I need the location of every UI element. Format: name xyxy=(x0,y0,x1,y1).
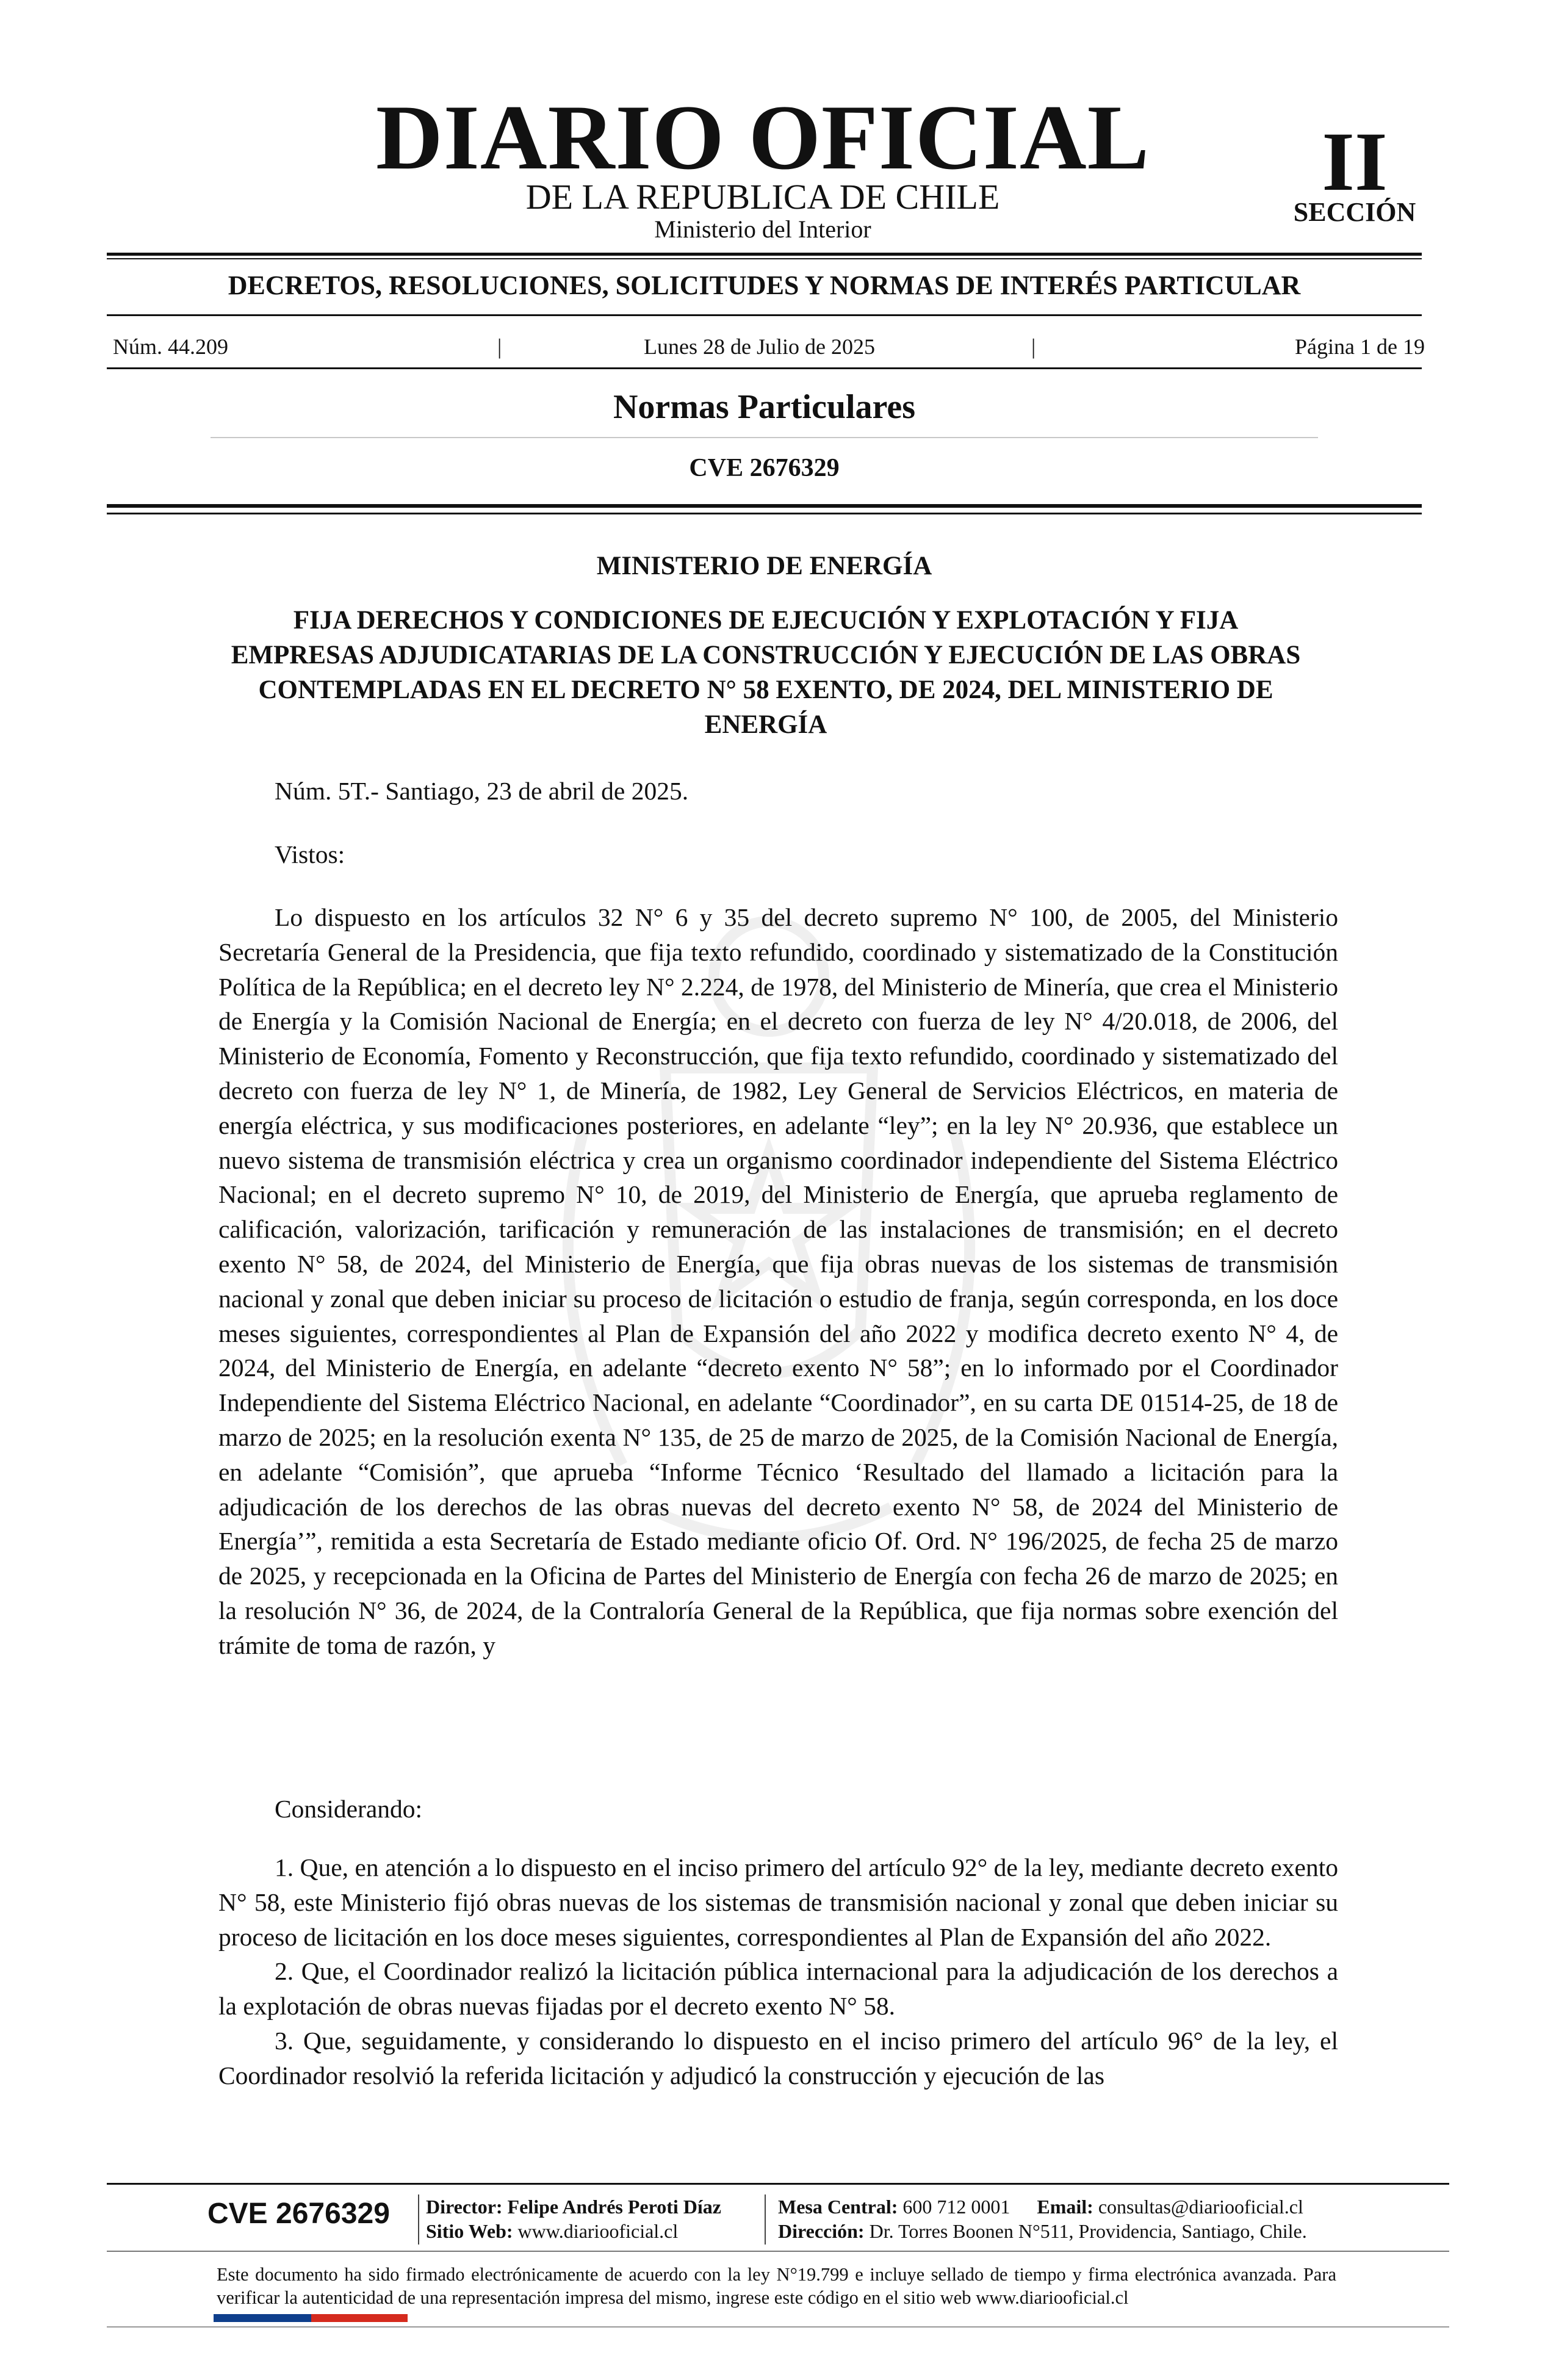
content-divider-thin xyxy=(107,513,1422,514)
vistos-paragraph: Lo dispuesto en los artículos 32 N° 6 y 35 del decreto supremo N° 100, de 2005, del Ministerio Secretaría General de la Presidencia, que fija texto refundido, coordinado y sistematizado de la Constitución Política de la República; en el decreto ley N° 2.224, de 1978, del Ministerio de Minería, que crea el Ministerio de Energía y la Comisión Nacional de Energía; en el decreto con fuerza de ley N° 4/20.018, de 2006, del Ministerio de Economía, Fomento y Reconstrucción, que fija texto refundido, coordinado y sistematizado del decreto con fuerza de ley N° 1, de Minería, de 1982, Ley General de Servicios Eléctricos, en materia de energía eléctrica, y sus modificaciones posteriores, en adelante “ley”; en la ley N° 20.936, que establece un nuevo sistema de transmisión eléctrica y crea un organismo coordinador independiente del Sistema Eléctrico Nacional; en el decreto supremo N° 10, de 2019, del Ministerio de Energía, que aprueba reglamento de calificación, valorización, tarificación y remuneración de las instalaciones de transmisión; en el decreto exento N° 58, de 2024, del Ministerio de Energía, que fija obras nuevas de los sistemas de transmisión nacional y zonal que deben iniciar su proceso de licitación o estudio de franja, según corresponda, en los doce meses siguientes, correspondientes al Plan de Expansión del año 2022 y modifica decreto exento N° 4, de 2024, del Ministerio de Energía, en adelante “decreto exento N° 58”; en lo informado por el Coordinador Independiente del Sistema Eléctrico Nacional, en adelante “Coordinador”, en su carta DE 01514-25, de 18 de marzo de 2025; en la resolución exenta N° 135, de 25 de marzo de 2025, de la Comisión Nacional de Energía, en adelante “Comisión”, que aprueba “Informe Técnico ‘Resultado del llamado a licitación para la adjudicación de los derechos de las obras nuevas del decreto exento N° 58, de 2024 del Ministerio de Energía’”, remitida a esta Secretaría de Estado mediante oficio Of. Ord. N° 196/2025, de fecha 25 de marzo de 2025, y recepcionada en la Oficina de Partes del Ministerio de Energía con fecha 26 de marzo de 2025; en la resolución N° 36, de 2024, de la Contraloría General de la República, que fija normas sobre exención del trámite de toma de razón, y xyxy=(218,903,1338,1659)
director-name: Felipe Andrés Peroti Díaz xyxy=(507,2196,721,2218)
considerando-item: 2. Que, el Coordinador realizó la licitación pública internacional para la adjudicación de los derechos a la explotación de obras nuevas fijadas por el decreto exento N° 58. xyxy=(218,1957,1338,2021)
issue-date: Lunes 28 de Julio de 2025 xyxy=(644,334,875,359)
masthead-subtitle: DE LA REPUBLICA DE CHILE xyxy=(525,177,1000,217)
section-banner: DECRETOS, RESOLUCIONES, SOLICITUDES Y NORMAS DE INTERÉS PARTICULAR xyxy=(228,270,1301,300)
flag-blue-stripe xyxy=(214,2314,311,2322)
issue-separator: | xyxy=(497,334,502,359)
considerando-item: 3. Que, seguidamente, y considerando lo dispuesto en el inciso primero del artículo 96° de la ley, el Coordinador resolvió la referida licitación y adjudicó la construcción y ejecución de las xyxy=(218,2026,1338,2090)
website-label: Sitio Web: xyxy=(426,2220,513,2242)
footer-separator xyxy=(765,2194,766,2245)
issue-info-row xyxy=(113,332,1425,362)
category-title: Normas Particulares xyxy=(613,388,916,426)
phone-number: 600 712 0001 xyxy=(902,2196,1010,2218)
flag-color-bar xyxy=(214,2314,408,2322)
section-number: II xyxy=(1322,115,1388,208)
issue-number: Núm. 44.209 xyxy=(113,334,228,359)
considerando-label: Considerando: xyxy=(275,1795,423,1823)
header-divider-thin xyxy=(107,258,1422,259)
issue-separator: | xyxy=(1031,334,1036,359)
footer-bottom-divider xyxy=(107,2326,1449,2328)
signature-notice: Este documento ha sido firmado electrónicamente de acuerdo con la ley N°19.799 e incluye sellado de tiempo y firma electrónica avanzada. Para verificar la autenticidad de una representación impresa del mismo, ingrese este código en el sitio web www.diariooficial.cl xyxy=(217,2264,1336,2308)
footer-website xyxy=(426,2219,678,2243)
footer-contact xyxy=(778,2194,1303,2219)
issuing-ministry: MINISTERIO DE ENERGÍA xyxy=(596,552,932,580)
footer-divider-thin xyxy=(107,2251,1449,2252)
footer-divider xyxy=(107,2183,1449,2185)
email-link[interactable]: consultas@diariooficial.cl xyxy=(1098,2196,1303,2218)
vistos-label: Vistos: xyxy=(275,840,345,868)
decree-number-line: Núm. 5T.- Santiago, 23 de abril de 2025. xyxy=(275,777,689,805)
banner-divider xyxy=(107,314,1422,316)
cve-code: CVE 2676329 xyxy=(689,454,840,482)
section-label: SECCIÓN xyxy=(1293,197,1416,227)
address-label: Dirección: xyxy=(778,2220,865,2242)
phone-label: Mesa Central: xyxy=(778,2196,898,2218)
email-label: Email: xyxy=(1037,2196,1093,2218)
footer-director xyxy=(426,2194,721,2219)
issue-divider xyxy=(107,367,1422,369)
address-value: Dr. Torres Boonen N°511, Providencia, Santiago, Chile. xyxy=(869,2220,1307,2242)
footer-separator xyxy=(418,2194,419,2245)
masthead-title: DIARIO OFICIAL xyxy=(375,86,1150,189)
website-link[interactable]: www.diariooficial.cl xyxy=(517,2220,679,2242)
decree-title: FIJA DERECHOS Y CONDICIONES DE EJECUCIÓN Y EXPLOTACIÓN Y FIJA EMPRESAS ADJUDICATARIAS DE LA CONSTRUCCIÓN Y EJECUCIÓN DE LAS OBRAS CONTEMPLADAS EN EL DECRETO N° 58 EXENTO, DE 2024, DEL MINISTERIO DE ENERGÍA xyxy=(231,606,1301,739)
footer-cve-code: CVE 2676329 xyxy=(207,2198,390,2230)
footer-address xyxy=(778,2219,1307,2243)
header-divider xyxy=(107,253,1422,256)
masthead-ministry: Ministerio del Interior xyxy=(654,215,871,243)
flag-red-stripe xyxy=(311,2314,408,2322)
content-divider xyxy=(107,504,1422,508)
considerando-list xyxy=(218,1850,1338,2093)
director-label: Director: xyxy=(426,2196,503,2218)
category-divider xyxy=(211,437,1318,438)
page-indicator: Página 1 de 19 xyxy=(1295,334,1425,359)
considerando-item: 1. Que, en atención a lo dispuesto en el inciso primero del artículo 92° de la ley, mediante decreto exento N° 58, este Ministerio fijó obras nuevas de los sistemas de transmisión nacional y zonal que deben iniciar su proceso de licitación en los doce meses siguientes, correspondientes al Plan de Expansión del año 2022. xyxy=(218,1853,1338,1951)
